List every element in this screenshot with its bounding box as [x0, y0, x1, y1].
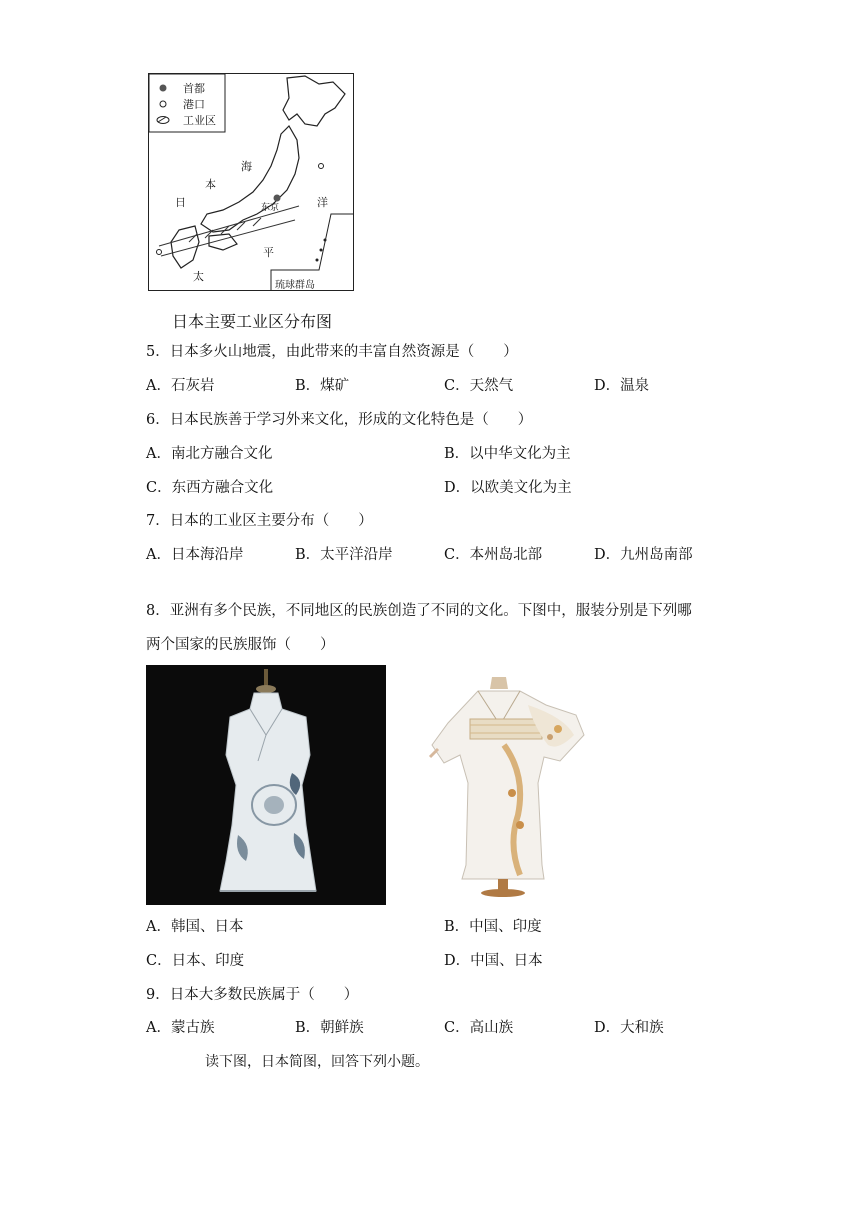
reading-instruction: 读下图，日本简图，回答下列小题。	[205, 1054, 429, 1070]
question-8-option-b: B．中国、印度	[444, 919, 542, 935]
map-label-ocean2: 平	[263, 246, 274, 259]
question-6-stem: 6．日本民族善于学习外来文化，形成的文化特色是（ ）	[146, 412, 533, 428]
legend-industrial-label: 工业区	[183, 114, 216, 127]
qipao-photo	[146, 665, 386, 905]
question-5-option-a: A．石灰岩	[146, 378, 215, 394]
question-7-option-b: B．太平洋沿岸	[295, 547, 393, 563]
japan-industry-map	[148, 73, 354, 291]
port-symbol-icon	[160, 101, 166, 107]
map-label-sea3: 日	[175, 196, 186, 209]
question-6-option-c: C．东西方融合文化	[146, 480, 274, 496]
question-5-option-b: B．煤矿	[295, 378, 350, 394]
map-graphic	[149, 74, 353, 290]
question-6-option-b: B．以中华文化为主	[444, 446, 571, 462]
question-7-option-a: A．日本海沿岸	[146, 547, 244, 563]
question-9-stem: 9．日本大多数民族属于（ ）	[146, 987, 359, 1003]
map-label-ocean1: 洋	[317, 196, 328, 209]
question-8-stem-line1: 8．亚洲有多个民族，不同地区的民族创造了不同的文化。下图中，服装分别是下列哪	[146, 603, 692, 619]
legend-capital-label: 首都	[183, 82, 205, 95]
question-7-option-d: D．九州岛南部	[594, 547, 693, 563]
question-9-option-b: B．朝鲜族	[295, 1020, 364, 1036]
question-7-stem: 7．日本的工业区主要分布（ ）	[146, 513, 373, 529]
question-8-option-a: A．韩国、日本	[146, 919, 244, 935]
question-9-option-c: C．高山族	[444, 1020, 514, 1036]
map-label-ryukyu: 琉球群岛	[275, 280, 315, 291]
question-5-option-d: D．温泉	[594, 378, 650, 394]
map-label-ocean3: 太	[193, 270, 204, 283]
map-label-tokyo: 东京	[261, 203, 280, 213]
map-caption: 日本主要工业区分布图	[172, 312, 333, 331]
question-6-option-d: D．以欧美文化为主	[444, 480, 572, 496]
capital-symbol-icon	[160, 85, 167, 92]
legend-port-label: 港口	[183, 98, 205, 111]
question-9-option-d: D．大和族	[594, 1020, 664, 1036]
question-5-stem: 5．日本多火山地震，由此带来的丰富自然资源是（ ）	[146, 344, 518, 360]
question-8-option-d: D．中国、日本	[444, 953, 543, 969]
industrial-zone-symbol-icon	[157, 117, 169, 124]
kimono-photo	[408, 665, 598, 905]
question-8-stem-line2: 两个国家的民族服饰（ ）	[146, 637, 335, 653]
question-5-option-c: C．天然气	[444, 378, 514, 394]
question-8-option-c: C．日本、印度	[146, 953, 245, 969]
question-7-option-c: C．本州岛北部	[444, 547, 543, 563]
map-label-sea2: 本	[205, 178, 216, 191]
map-label-sea1: 海	[241, 160, 252, 173]
question-9-option-a: A．蒙古族	[146, 1020, 215, 1036]
question-6-option-a: A．南北方融合文化	[146, 446, 273, 462]
